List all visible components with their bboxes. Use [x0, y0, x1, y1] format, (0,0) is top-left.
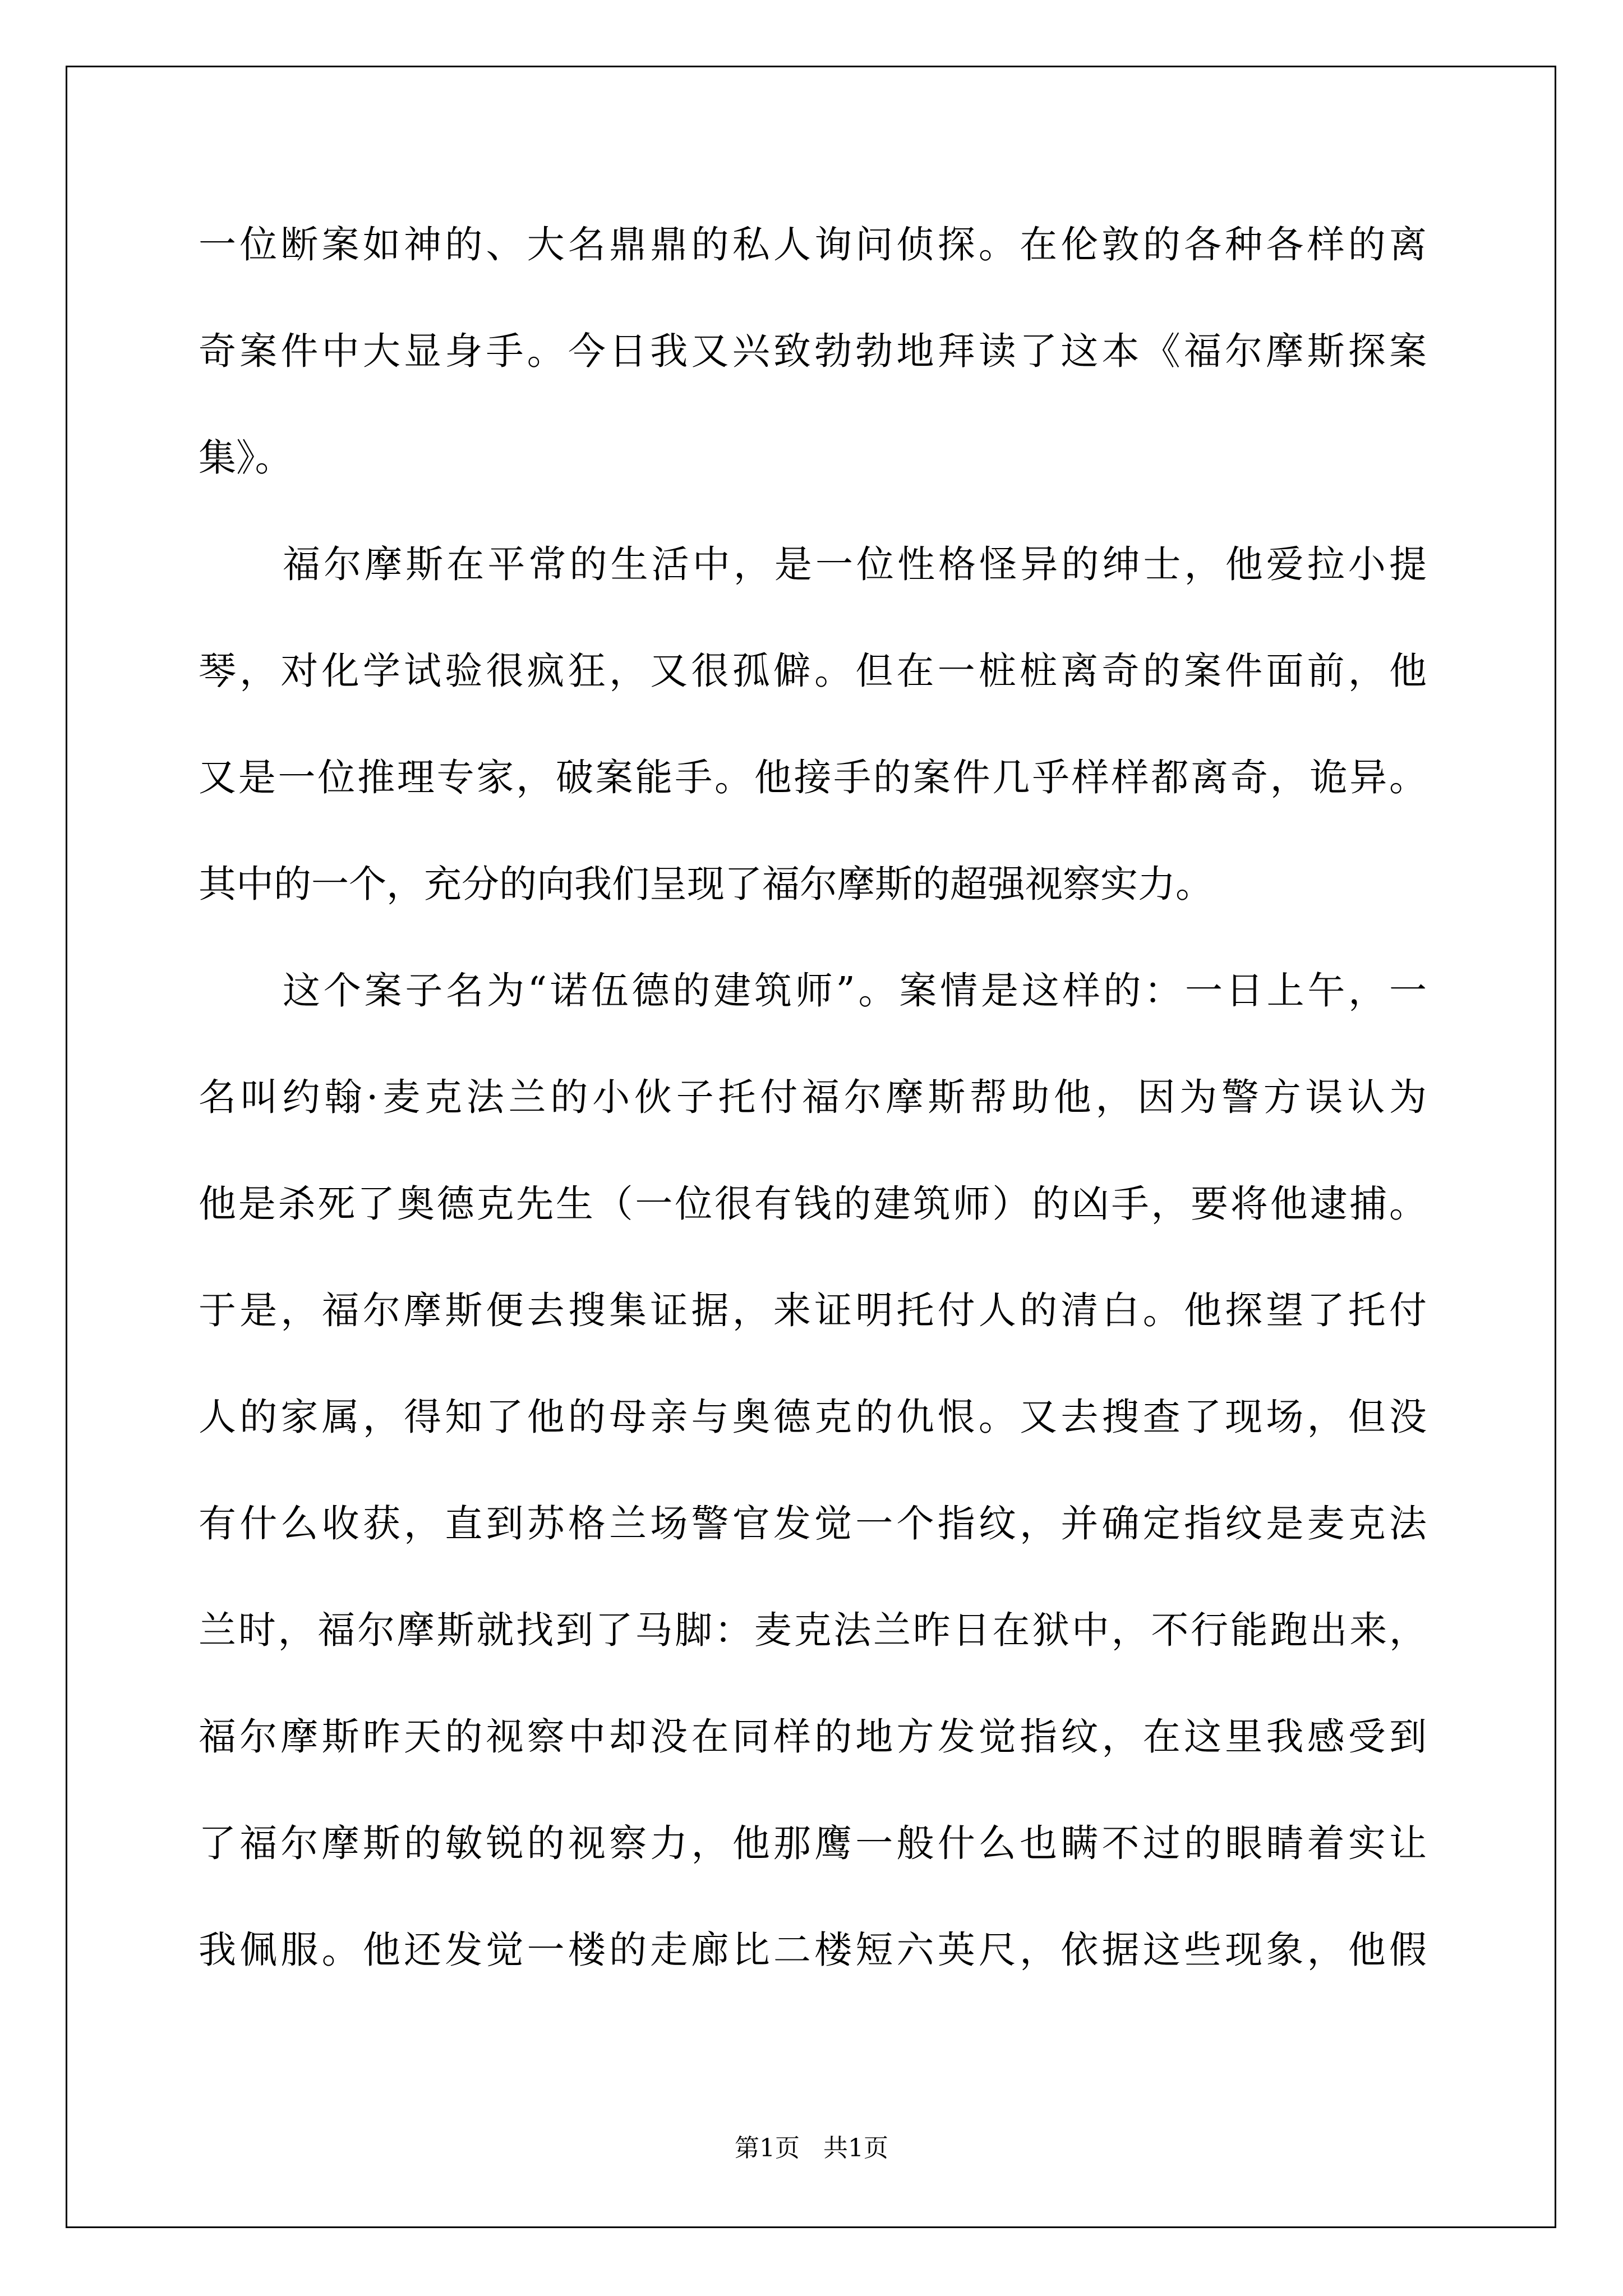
- text-line: 奇案件中大显身手。今日我又兴致勃勃地拜读了这本《福尔摩斯探案: [199, 329, 1427, 373]
- text-line: 他是杀死了奥德克先生（一位很有钱的建筑师）的凶手，要将他逮捕。: [199, 1182, 1427, 1226]
- text-line: 福尔摩斯昨天的视察中却没在同样的地方发觉指纹，在这里我感受到: [199, 1715, 1427, 1759]
- text-line: 有什么收获，直到苏格兰场警官发觉一个指纹，并确定指纹是麦克法: [199, 1502, 1427, 1545]
- document-body: [199, 211, 1427, 2023]
- text-line: 又是一位推理专家，破案能手。他接手的案件几乎样样都离奇，诡异。: [199, 756, 1427, 799]
- text-line: 集》。: [199, 436, 293, 480]
- page-footer: 第1页 共1页: [735, 2134, 888, 2162]
- text-line: 名叫约翰·麦克法兰的小伙子托付福尔摩斯帮助他，因为警方误认为: [199, 1075, 1427, 1119]
- text-line: 琴，对化学试验很疯狂，又很孤僻。但在一桩桩离奇的案件面前，他: [199, 649, 1427, 693]
- paragraph-first-line: 这个案子名为“诺伍德的建筑师”。案情是这样的：一日上午，一: [283, 969, 1427, 1013]
- text-line: 其中的一个，充分的向我们呈现了福尔摩斯的超强视察实力。: [199, 862, 1213, 906]
- text-line: 人的家属，得知了他的母亲与奥德克的仇恨。又去搜查了现场，但没: [199, 1395, 1427, 1439]
- text-line: 于是，福尔摩斯便去搜集证据，来证明托付人的清白。他探望了托付: [199, 1289, 1427, 1332]
- text-line: 一位断案如神的、大名鼎鼎的私人询问侦探。在伦敦的各种各样的离: [199, 223, 1427, 266]
- paragraph-first-line: 福尔摩斯在平常的生活中，是一位性格怪异的绅士，他爱拉小提: [283, 542, 1427, 586]
- text-line: 了福尔摩斯的敏锐的视察力，他那鹰一般什么也瞒不过的眼睛着实让: [199, 1821, 1427, 1865]
- text-line: 我佩服。他还发觉一楼的走廊比二楼短六英尺，依据这些现象，他假: [199, 1928, 1427, 1972]
- text-line: 兰时，福尔摩斯就找到了马脚：麦克法兰昨日在狱中，不行能跑出来，: [199, 1608, 1427, 1652]
